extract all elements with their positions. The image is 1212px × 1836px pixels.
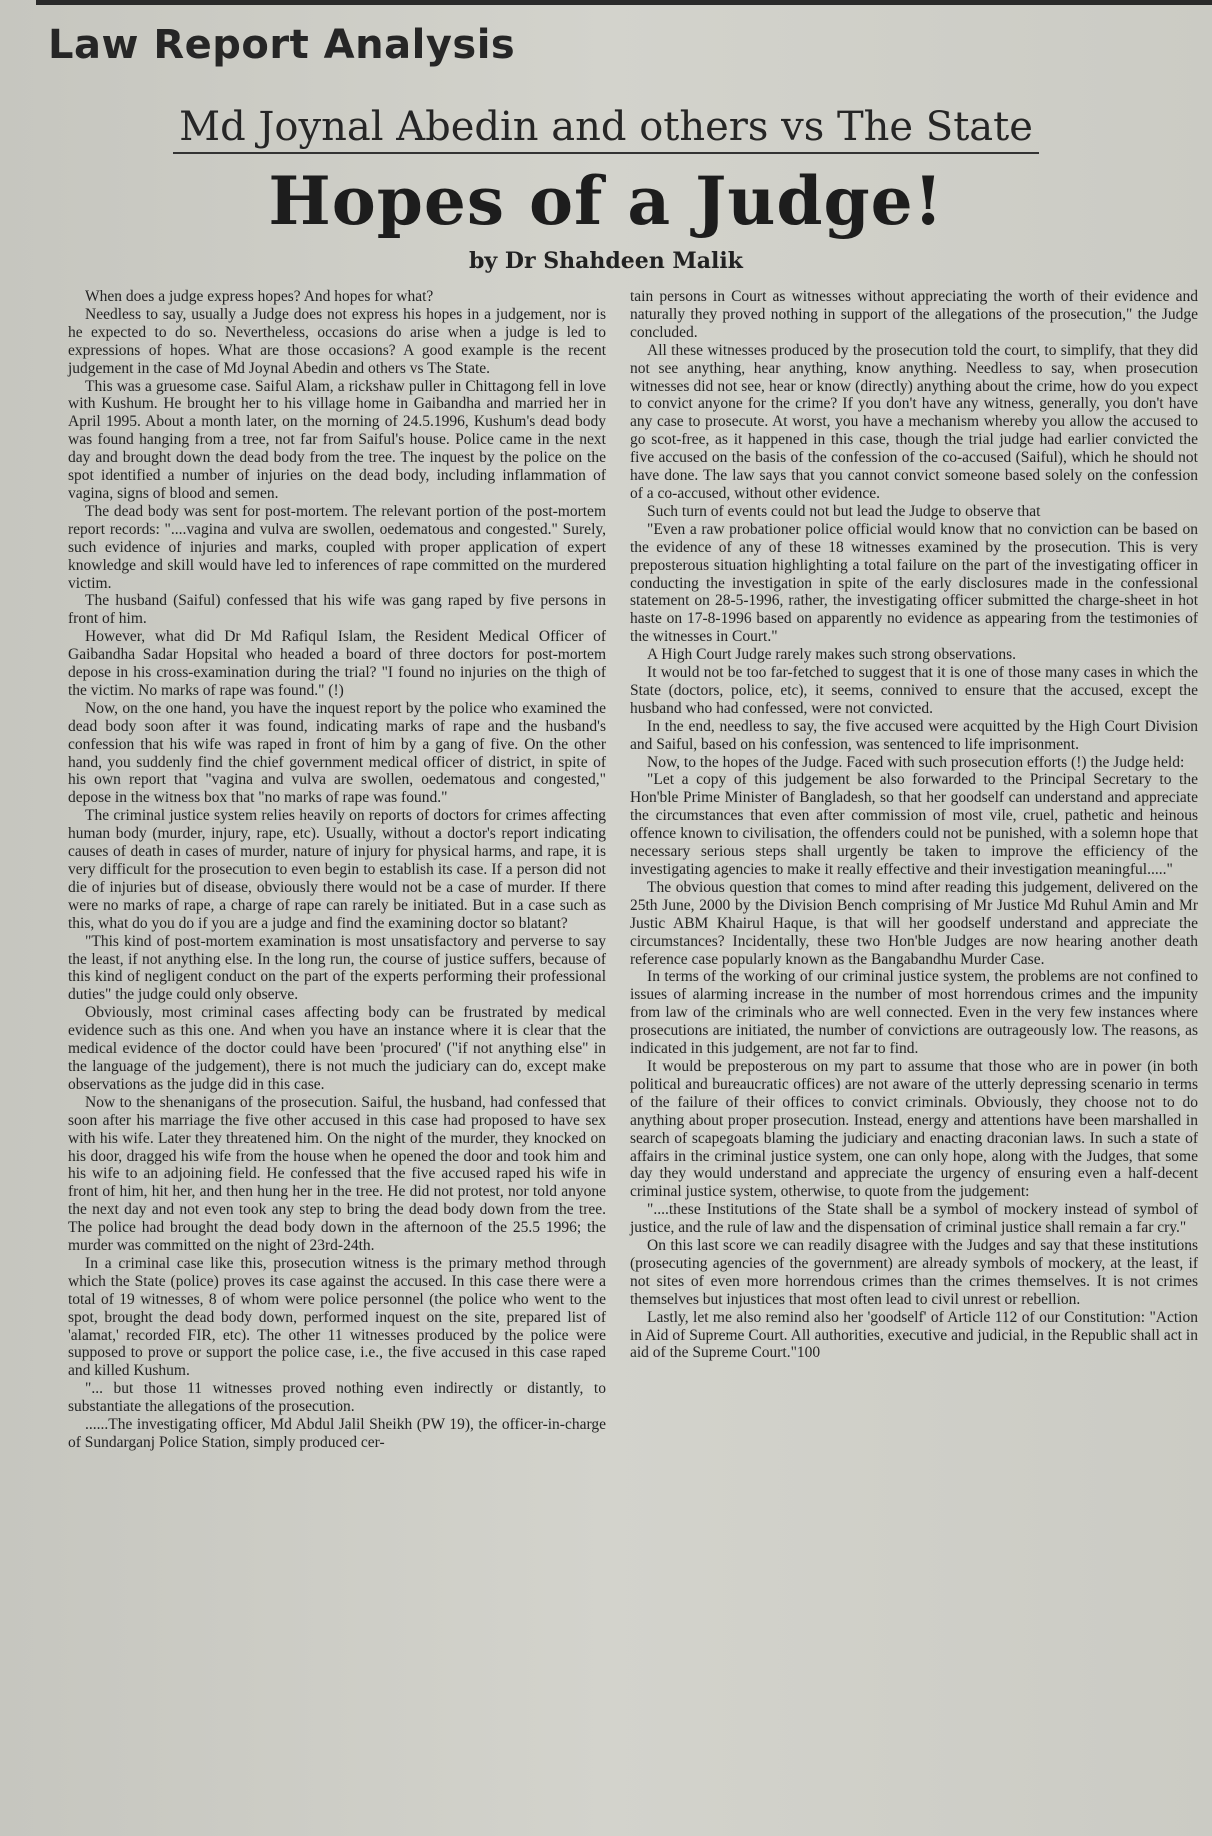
paragraph: The husband (Saiful) confessed that his wife was gang raped by five persons in front of him. [68,592,606,628]
paragraph: tain persons in Court as witnesses without appreciating the worth of their evidence and naturally they proved nothing in support of the allegations of the prosecution," the Judge concluded. [630,288,1198,341]
case-title-text: Md Joynal Abedin and others vs The State [173,104,1039,154]
paragraph: The dead body was sent for post-mortem. The relevant portion of the post-mortem report records: "....vagina and vulva are swollen, oedematous and congested." Surely, such evidence of injuries and marks, coupled with proper application of expert knowledge and skill would have led to inferences of rape committed on the murdered victim. [68,502,606,592]
section-label: Law Report Analysis [48,22,516,68]
paragraph: Needless to say, usually a Judge does not express his hopes in a judgement, nor is he expected to do so. Nevertheless, occasions do arise when a judge is led to expressions of hopes. What are those occasions? A good example is the recent judgement in the case of Md Joynal Abedin and others vs The State. [68,305,606,377]
paragraph: A High Court Judge rarely makes such strong observations. [647,646,1016,664]
paragraph: It would not be too far-fetched to suggest that it is one of those many cases in which the State (doctors, police, etc), it seems, connived to ensure that the accused, except the husband who had confessed, were not convicted. [630,664,1198,717]
paragraph: However, what did Dr Md Rafiqul Islam, the Resident Medical Officer of Gaibandha Sadar Hopsital who headed a board of three doctors for post-mortem depose in his cross-examination during the trial? "I found no injuries on the thigh of the victim. No marks of rape was found." (!) [68,628,606,699]
paragraph: Obviously, most criminal cases affecting body can be frustrated by medical evidence such as this one. And when you have an instance where it is clear that the medical evidence of the doctor could have been 'procured' ("if not anything else" in the language of the judgement), there is not much the judiciary can do, except make observations as the judge did in this case. [68,1004,606,1093]
paragraph: Now, to the hopes of the Judge. Faced with such prosecution efforts (!) the Judge held: [647,753,1185,771]
headline: Hopes of a Judge! [268,162,944,240]
paragraph: Now to the shenanigans of the prosecution. Saiful, the husband, had confessed that soon after his marriage the five other accused in this case had proposed to have sex with his wife. Later they threatened him. On the night of the murder, they knocked on his door, dragged his wife from the house when he opened the door and took him and his wife to an adjoining field. He confessed that the five accused raped his wife in front of him, hit her, and then hung her in the tree. He did not protest, nor told anyone the next day and not even took any step to bring the dead body down from the tree. The police had brought the dead body down in the afternoon of the 25.5 1996; the murder was committed on the night of 23rd-24th. [68,1093,606,1255]
paragraph: On this last score we can readily disagree with the Judges and say that these institutions (prosecuting agencies of the government) are already symbols of mockery, at the least, if not sites of even more horrendous crimes than the crimes themselves. It is not crimes themselves but injustices that most often lead to civil unrest or rebellion. [630,1237,1198,1308]
paragraph: In a criminal case like this, prosecution witness is the primary method through which the State (police) proves its case against the accused. In this case there were a total of 19 witnesses, 8 of whom were police personnel (the police who went to the spot, brought the dead body down, performed inquest on the site, prepared list of 'alamat,' recorded FIR, etc). The other 11 witnesses produced by the police were supposed to prove or support the police case, i.e., the five accused in this case raped and killed Kushum. [68,1254,606,1380]
paragraph: The obvious question that comes to mind after reading this judgement, delivered on the 25th June, 2000 by the Division Bench comprising of Mr Justice Md Ruhul Amin and Mr Justic ABM Khairul Haque, is that will her goodself understand and appreciate the circumstances? Incidentally, these two Hon'ble Judges are now hearing another death reference case popularly known as the Bangabandhu Murder Case. [630,878,1198,968]
paragraph: Lastly, let me also remind also her 'goodself' of Article 112 of our Constitution: "Action in Aid of Supreme Court. All authorities, executive and judicial, in the Republic shall act in aid of the Supreme Court."100 [630,1308,1198,1362]
paragraph: In terms of the working of our criminal justice system, the problems are not confined to issues of alarming increase in the number of most horrendous crimes and the impunity from law of the criminals who are well connected. Even in the very few instances where prosecutions are initiated, the number of convictions are outrageously low. The reasons, as indicated in this judgement, are not far to find. [630,968,1198,1058]
paragraph: It would be preposterous on my part to assume that those who are in power (in both political and bureaucratic offices) are not aware of the utterly depressing scenario in terms of the failure of their offices to convict criminals. Obviously, they choose not to do anything about proper prosecution. Instead, energy and attentions have been marshalled in search of scapegoats blaming the judiciary and enacting draconian laws. In such a state of affairs in the criminal justice system, one can only hope, along with the Judges, that some day they would understand and appreciate the urgency of ensuring even a half-decent criminal justice system, otherwise, to quote from the judgement: [630,1057,1198,1201]
case-title [0,104,1212,150]
paragraph: "....these Institutions of the State shall be a symbol of mockery instead of symbol of justice, and the rule of law and the dispensation of criminal justice shall remain a far cry." [630,1201,1198,1237]
paragraph: All these witnesses produced by the prosecution told the court, to simplify, that they did not see anything, hear anything, know anything. Needless to say, when prosecution witnesses did not see, hear or know (directly) anything about the crime, how do you expect to convict anyone for the crime? If you don't have any witness, generally, you don't have any case to prosecute. At worst, you have a mechanism whereby you allow the accused to go scot-free, as it happened in this case, though the trial judge had earlier convicted the five accused on the basis of the confession of the co-accused (Saiful), which he should not have done. The law says that you cannot convict someone based solely on the confession of a co-accused, without other evidence. [630,341,1198,502]
paragraph: "... but those 11 witnesses proved nothing even indirectly or distantly, to substantiate the allegations of the prosecution. [68,1380,606,1416]
article-column-left [68,288,606,1452]
paragraph: Such turn of events could not but lead the Judge to observe that [647,502,1041,520]
paragraph: This was a gruesome case. Saiful Alam, a rickshaw puller in Chittagong fell in love with Kushum. He brought her to his village home in Gaibandha and married her in April 1995. About a month later, on the morning of 24.5.1996, Kushum's dead body was found hanging from a tree, not far from Saiful's house. Police came in the next day and brought down the dead body from the tree. The inquest by the police on the spot identified a number of injuries on the dead body, including inflammation of vagina, signs of blood and semen. [68,377,606,502]
paragraph: When does a judge express hopes? And hopes for what? [85,288,434,305]
paragraph: ......The investigating officer, Md Abdul Jalil Sheikh (PW 19), the officer-in-charge of Sundarganj Police Station, simply produced cer- [68,1416,606,1451]
byline: by Dr Shahdeen Malik [469,248,743,274]
paragraph: The criminal justice system relies heavily on reports of doctors for crimes affecting human body (murder, injury, rape, etc). Usually, without a doctor's report indicating causes of death in cases of murder, nature of injury for physical harms, and rape, it is very difficult for the prosecution to even begin to establish its case. If a person did not die of injuries but of disease, obviously there would not be a case of murder. If there were no marks of rape, a charge of rape can rarely be initiated. But in a case such as this, what do you do if you are a judge and find the examining doctor so blatant? [68,807,606,932]
paragraph: "Even a raw probationer police official would know that no conviction can be based on the evidence of any of these 18 witnesses examined by the prosecution. This is very preposterous situation highlighting a total failure on the part of the investigating officer in conducting the investigation in spite of the early disclosures made in the confessional statement on 28-5-1996, rather, the investigating officer submitted the charge-sheet in hot haste on 17-8-1996 based on apparently no evidence as appearing from the testimonies of the witnesses in Court." [630,520,1198,646]
paragraph: In the end, needless to say, the five accused were acquitted by the High Court Division and Saiful, based on his confession, was sentenced to life imprisonment. [630,717,1198,753]
top-rule [36,0,1212,5]
paragraph: Now, on the one hand, you have the inquest report by the police who examined the dead body soon after it was found, indicating marks of rape and the husband's confession that his wife was raped in front of him by a gang of five. On the other hand, you suddenly find the chief government medical officer of district, in spite of his own report that "vagina and vulva are swollen, oedematous and congested," depose in the witness box that "no marks of rape was found." [68,699,606,807]
paragraph: "This kind of post-mortem examination is most unsatisfactory and perverse to say the least, if not anything else. In the long run, the course of justice suffers, because of this kind of negligent conduct on the part of the experts performing their professional duties" the judge could only observe. [68,932,606,1004]
paragraph: "Let a copy of this judgement be also forwarded to the Principal Secretary to the Hon'ble Prime Minister of Bangladesh, so that her goodself can understand and appreciate the circumstances that even after commission of most vile, cruel, pathetic and heinous offence known to civilisation, the offenders could not be punished, with a solemn hope that necessary serious steps shall urgently be taken to improve the efficiency of the investigating agencies to make it really effective and their investigation meaningful....." [630,771,1198,878]
article-column-right [630,288,1198,1362]
